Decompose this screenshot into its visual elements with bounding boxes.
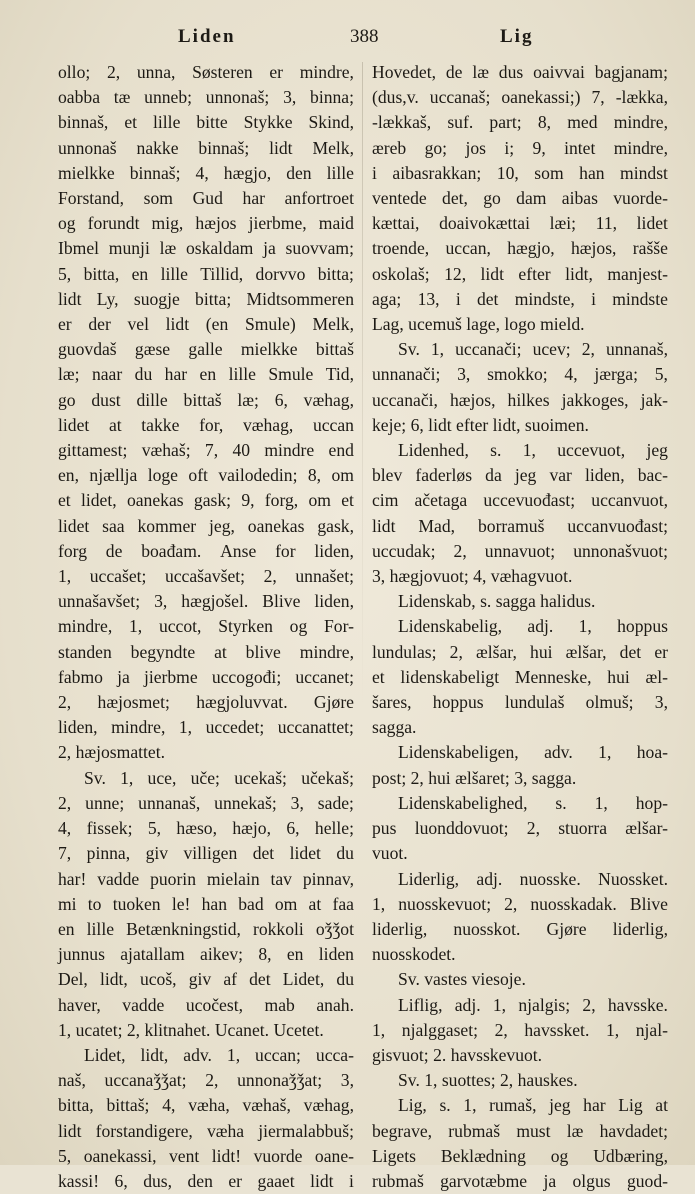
text-line: forg de boađam. Anse for liden, [58,540,354,561]
text-line: Lidenskab, s. sagga halidus. [398,591,596,612]
text-line: Ligets Beklædning og Udbæring, [372,1145,668,1166]
text-line: mielkke binnaš; 4, hægjo, den lille [58,162,354,183]
text-line: lidet at takke for, væhag, uccan [58,414,354,435]
text-line: 2, hæjosmet; hægjoluvvat. Gjøre [58,692,354,713]
text-line: lundulas; 2, ælšar, hui ælšar, det er [372,641,668,662]
text-line: bitta, bittaš; 4, væha, væhaš, væhag, [58,1095,354,1116]
text-line: ollo; 2, unna, Søsteren er mindre, [58,62,354,82]
text-line: begrave, rubmaš must læ havdadet; [372,1120,668,1141]
text-line: gittamest; væhaš; 7, 40 mindre end [58,440,354,461]
text-line: sagga. [372,717,417,738]
text-line: lidt Ly, suogje bitta; Midtsommeren [58,288,354,309]
text-line: Lidenskabelig, adj. 1, hoppus [398,616,668,637]
text-line: liden, mindre, 1, uccedet; uccanattet; [58,717,354,738]
text-line: æreb go; jos i; 9, intet mindre, [372,137,668,158]
text-line: lidt forstandigere, væha jiermalabbuš; [58,1120,354,1141]
text-line: Liflig, adj. 1, njalgis; 2, havsske. [398,994,668,1015]
text-line: en lille Betænkningstid, rokkoli oǯǯot [58,918,354,939]
text-line: Lidenskabelighed, s. 1, hop- [398,792,668,813]
page-number: 388 [350,26,379,47]
text-line: i aibasrakkan; 10, som han mindst [372,162,668,183]
text-line: Ibmel munji læ oskaldam ja suovvam; [58,238,354,259]
text-line: liderlig, nuosskot. Gjøre liderlig, [372,918,668,939]
text-line: post; 2, hui ælšaret; 3, sagga. [372,767,577,788]
text-line: Sv. 1, suottes; 2, hauskes. [398,1070,578,1091]
text-line: standen begyndte at blive mindre, [58,641,354,662]
text-line: go dust dille bittaš læ; 6, væhag, [58,389,354,410]
text-line: læ; naar du har en lille Smule Tid, [58,364,354,385]
running-header [0,26,695,52]
text-line: binnaš, et lille bitte Stykke Skind, [58,112,354,133]
text-line: lidet saa kommer jeg, oanekas gask, [58,515,354,536]
text-line: uccudak; 2, unnavuot; unnonašvuot; [372,540,668,561]
text-line: Forstand, som Gud har anfortroet [58,188,354,209]
text-line: 2, unne; unnanaš, unnekaš; 3, sade; [58,792,354,813]
text-line: fabmo ja jierbme uccogođi; uccanet; [58,666,354,687]
text-line: et lidet, oanekas gask; 9, forg, om et [58,490,354,511]
text-line: gisvuot; 2. havsskevuot. [372,1044,543,1065]
left-column [58,60,354,1194]
text-line: troende, uccan, hægjo, hæjos, rašše [372,238,668,259]
text-line: guovdaš gæse galle mielkke bittaš [58,339,354,360]
text-line: og forundt mig, hæjos jierbme, maid [58,213,354,234]
text-line: 4, fissek; 5, hæso, hæjo, 6, helle; [58,818,354,839]
text-line: 1, uccašet; uccašavšet; 2, unnašet; [58,566,354,587]
text-line: blev faderløs da jeg var liden, bac- [372,465,668,486]
text-line: haver, vadde ucočest, mab anah. [58,994,354,1015]
text-line: oabba tæ unneb; unnonaš; 3, binna; [58,87,354,108]
text-line: Lidenskabeligen, adv. 1, hoa- [398,742,668,763]
text-line: Liderlig, adj. nuosske. Nuossket. [398,868,668,889]
text-line: naš, uccanaǯǯat; 2, unnonaǯǯat; 3, [58,1070,354,1091]
text-line: Sv. 1, uccanači; ucev; 2, unnanaš, [398,339,668,360]
text-line: 5, bitta, en lille Tillid, dorvvo bitta; [58,263,354,284]
text-line: 2, hæjosmattet. [58,742,166,763]
text-line: 1, njalggaset; 2, havssket. 1, njal- [372,1019,668,1040]
text-line: 1, nuosskevuot; 2, nuosskadak. Blive [372,893,668,914]
text-line: Del, lidt, ucoš, giv af det Lidet, du [58,969,354,990]
text-line: Lig, s. 1, rumaš, jeg har Lig at [398,1095,668,1116]
text-line: 5, oanekassi, vent lidt! vuorde oane- [58,1145,354,1166]
text-line: pus luonddovuot; 2, stuorra ælšar- [372,818,668,839]
header-first-headword: Liden [178,26,236,47]
text-line: ventede det, go dam aibas vuorde- [372,188,668,209]
text-line: Sv. vastes viesoje. [398,969,526,990]
text-line: 3, hægjovuot; 4, væhagvuot. [372,566,573,587]
right-column [372,60,668,1194]
text-line: mi to tuoken le! han bad om at faa [58,893,354,914]
text-line: (dus,v. uccanaš; oanekassi;) 7, -lækka, [372,87,668,108]
text-line: 7, pinna, giv villigen det lidet du [58,843,354,864]
text-line: oskolaš; 12, lidt efter lidt, manjest- [372,263,668,284]
text-line: junnus ajatallam aikev; 8, en liden [58,944,354,965]
text-line: aga; 13, i det mindste, i mindste [372,288,668,309]
text-line: kættai, doaivokættai læi; 11, lidet [372,213,668,234]
text-line: kassi! 6, dus, den er gaaet lidt i [58,1170,354,1191]
text-line: har! vadde puorin mielain tav pinnav, [58,868,354,889]
text-line: et lidenskabeligt Menneske, hui æl- [372,666,668,687]
text-line: en, njællja loge oft vailodedin; 8, om [58,465,354,486]
header-last-headword: Lig [500,26,534,47]
text-line: Lag, ucemuš lage, logo mield. [372,314,585,335]
text-line: Sv. 1, uce, uče; ucekaš; učekaš; [84,767,354,788]
text-line: Hovedet, de læ dus oaivvai bagjanam; [372,62,668,82]
text-line: Lidet, lidt, adv. 1, uccan; ucca- [84,1044,354,1065]
text-line: -lækkaš, suf. part; 8, med mindre, [372,112,668,133]
column-divider [362,62,363,712]
text-line: uccanači, hæjos, hilkes jakkoges, jak- [372,389,668,410]
text-line: šares, hoppus lundulaš olmuš; 3, [372,692,668,713]
text-line: keje; 6, lidt efter lidt, suoimen. [372,414,589,435]
text-line: 1, ucatet; 2, klitnahet. Ucanet. Ucetet. [58,1019,324,1040]
text-line: vuot. [372,843,408,864]
text-line: rubmaš garvotæbme ja olgus guod- [372,1170,668,1191]
text-line: cim ačetaga uccevuođast; uccanvuot, [372,490,668,511]
text-line: unnanači; 3, smokko; 4, jærga; 5, [372,364,668,385]
text-line: unnonaš nakke binnaš; lidt Melk, [58,137,354,158]
text-line: unnašavšet; 3, hægjošel. Blive liden, [58,591,354,612]
text-line: nuosskodet. [372,944,456,965]
text-line: lidt Mad, borramuš uccanvuođast; [372,515,668,536]
text-line: Lidenhed, s. 1, uccevuot, jeg [398,440,668,461]
text-line: mindre, 1, uccot, Styrken og For- [58,616,354,637]
text-line: er der vel lidt (en Smule) Melk, [58,314,354,335]
